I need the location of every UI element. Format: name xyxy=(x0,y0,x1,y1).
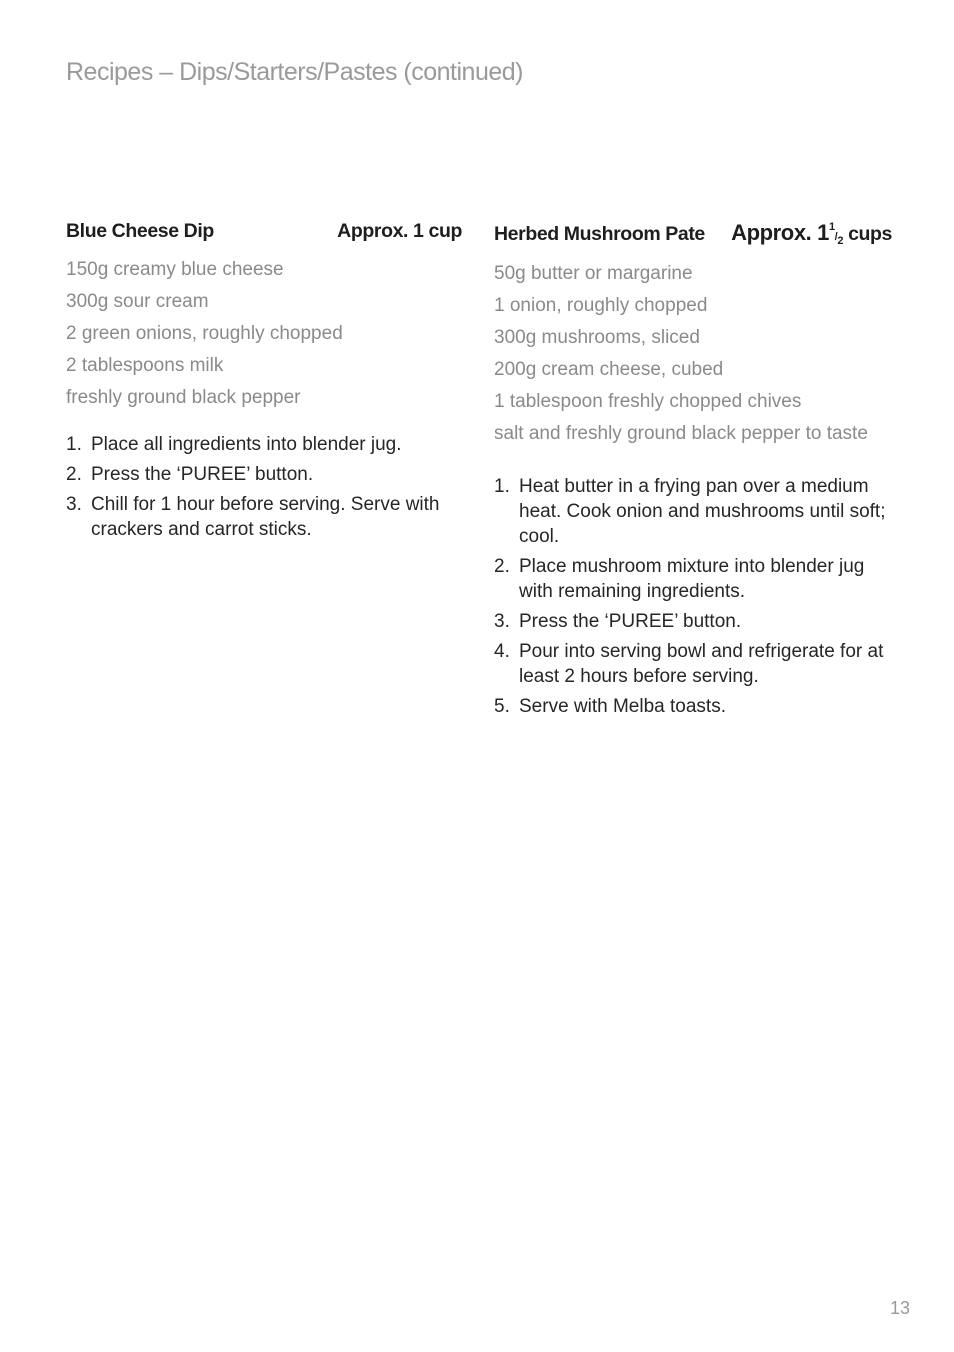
ingredient-item: 200g cream cheese, cubed xyxy=(494,359,724,380)
step-number: 3. xyxy=(66,494,82,515)
step-text: Place mushroom mixture into blender jug with remaining ingredients. xyxy=(519,556,865,602)
step-number: 4. xyxy=(494,641,510,662)
step-number: 3. xyxy=(494,611,510,632)
method-step xyxy=(494,609,892,634)
ingredient-item: 300g mushrooms, sliced xyxy=(494,327,700,348)
recipe-yield: Approx. 1 cup xyxy=(337,220,462,242)
ingredient-item: 1 onion, roughly chopped xyxy=(494,295,708,316)
yield-denominator: 2 xyxy=(837,235,844,247)
ingredient-item: 2 green onions, roughly chopped xyxy=(66,323,343,344)
step-text: Place all ingredients into blender jug. xyxy=(91,434,402,455)
ingredient-item: 50g butter or margarine xyxy=(494,263,693,284)
method-step xyxy=(494,474,892,549)
recipe-herbed-mushroom-pate xyxy=(494,220,892,724)
step-text: Serve with Melba toasts. xyxy=(519,696,726,717)
ingredient-item: freshly ground black pepper xyxy=(66,387,301,408)
step-text: Heat butter in a frying pan over a medium heat. Cook onion and mushrooms until soft; cool. xyxy=(519,476,886,547)
ingredient-item: salt and freshly ground black pepper to taste xyxy=(494,423,868,444)
yield-unit: cups xyxy=(848,223,892,245)
method-list xyxy=(494,474,892,719)
page-title: Recipes – Dips/Starters/Pastes (continued) xyxy=(66,58,523,86)
method-step xyxy=(494,554,892,604)
recipe-header xyxy=(66,220,462,250)
step-number: 1. xyxy=(66,434,82,455)
ingredient-list xyxy=(494,258,892,450)
ingredient-item: 2 tablespoons milk xyxy=(66,355,224,376)
method-step xyxy=(494,639,892,689)
page-number: 13 xyxy=(889,1298,910,1318)
step-text: Chill for 1 hour before serving. Serve with crackers and carrot sticks. xyxy=(91,494,440,540)
method-step xyxy=(66,462,462,487)
recipe-blue-cheese-dip xyxy=(66,220,462,547)
method-list xyxy=(66,432,462,542)
step-text: Press the ‘PUREE’ button. xyxy=(519,611,742,632)
yield-numerator: 1 xyxy=(828,221,835,233)
recipe-title: Blue Cheese Dip xyxy=(66,220,214,242)
step-text: Pour into serving bowl and refrigerate for at least 2 hours before serving. xyxy=(519,641,884,687)
ingredient-list xyxy=(66,254,462,414)
method-step xyxy=(66,492,462,542)
method-step xyxy=(66,432,462,457)
step-text: Press the ‘PUREE’ button. xyxy=(91,464,314,485)
ingredient-item: 300g sour cream xyxy=(66,291,209,312)
step-number: 2. xyxy=(66,464,82,485)
recipe-yield: Approx. $1^1/_2$ cups xyxy=(731,220,892,247)
ingredient-item: 150g creamy blue cheese xyxy=(66,259,284,280)
step-number: 2. xyxy=(494,556,510,577)
recipe-title: Herbed Mushroom Pate xyxy=(494,223,705,245)
yield-amount: Approx. 1 xyxy=(731,220,829,245)
step-number: 5. xyxy=(494,696,510,717)
step-number: 1. xyxy=(494,476,510,497)
ingredient-item: 1 tablespoon freshly chopped chives xyxy=(494,391,802,412)
method-step xyxy=(494,694,892,719)
recipe-header xyxy=(494,220,892,254)
